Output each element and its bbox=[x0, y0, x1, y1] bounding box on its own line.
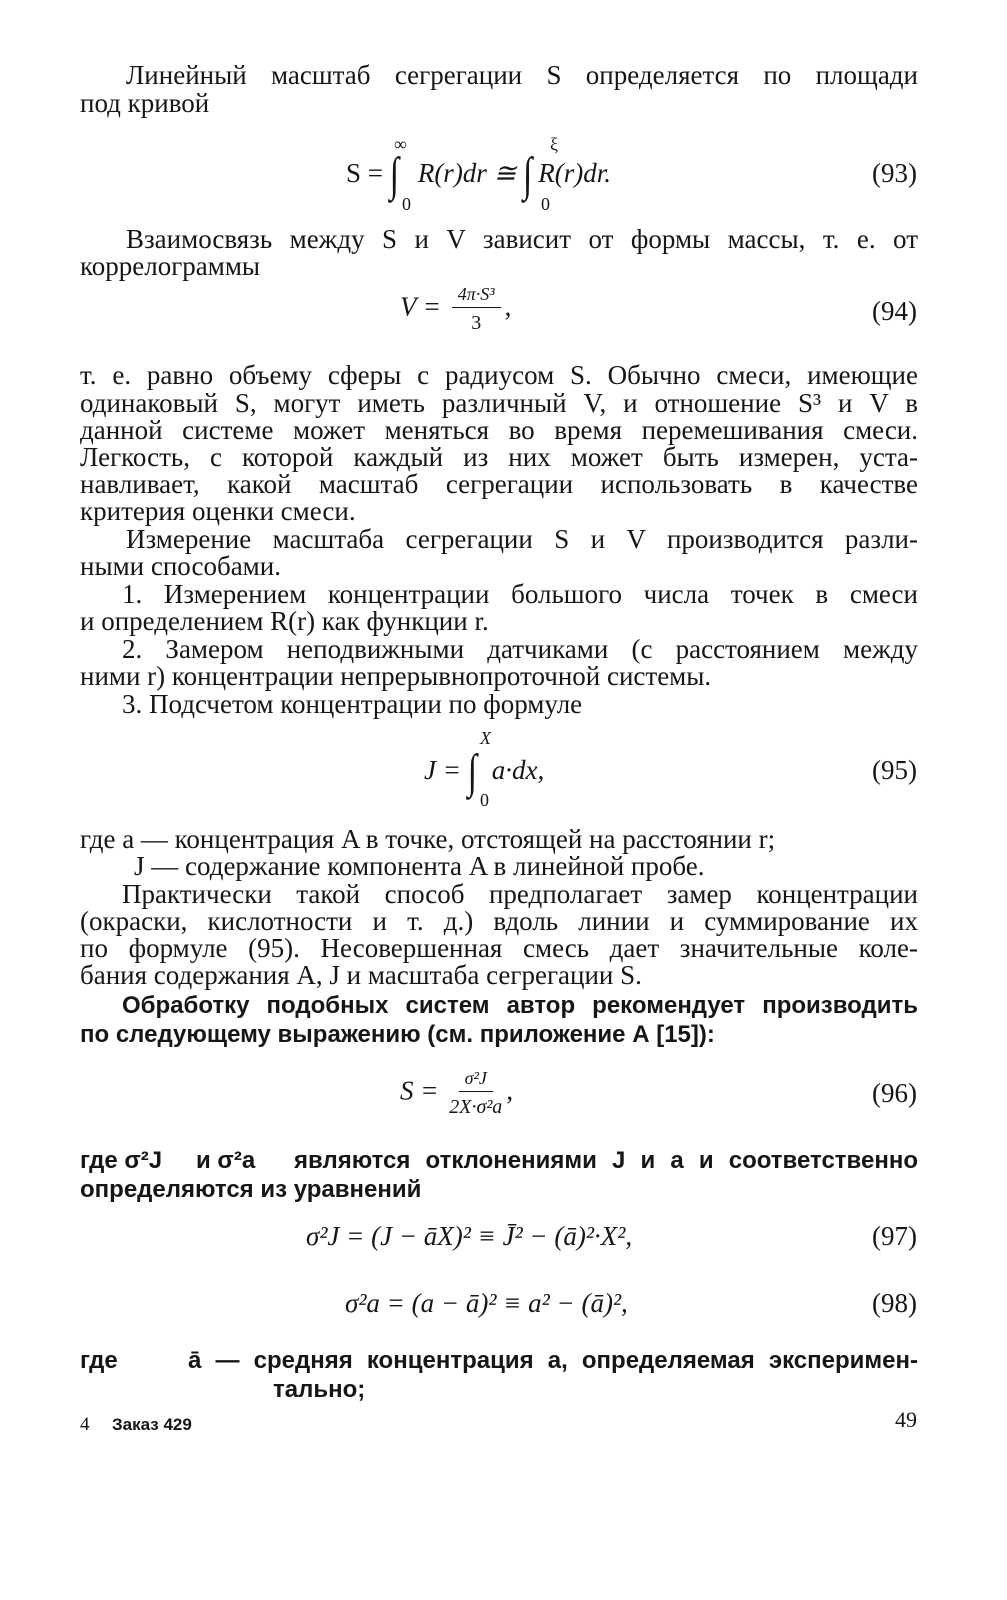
sphere-line-1: т. е. равно объему сферы с радиусом S. Обычно смеси, имеющие bbox=[80, 360, 918, 390]
sphere-line-3: данной системе может меняться во время перемешивания смеси. bbox=[80, 415, 918, 445]
where-98-line-2: тально; bbox=[273, 1376, 366, 1403]
eq93-upper-limit-1: ∞ bbox=[394, 134, 407, 154]
where-96-gde: где σ²J bbox=[80, 1147, 163, 1174]
practice-line-4: бания содержания A, J и масштаба сегрегации S. bbox=[80, 960, 642, 990]
intro-line-1: Линейный масштаб сегрегации S определяется по площади bbox=[126, 60, 918, 90]
equation-93: S = ∫ R(r)dr ≅ ∫ R(r)dr. bbox=[346, 149, 612, 202]
equation-98-number: (98) bbox=[872, 1288, 917, 1318]
where-96-and: и σ²a bbox=[196, 1147, 256, 1174]
equation-94-number: (94) bbox=[872, 296, 917, 326]
eq95-upper-limit: X bbox=[480, 728, 491, 748]
where-95-line-1: где a — концентрация A в точке, отстоящей на расстоянии r; bbox=[80, 824, 776, 854]
footer-sheet-number: 4 bbox=[80, 1414, 90, 1435]
equation-95: J = ∫ a·dx, bbox=[424, 746, 545, 799]
sphere-line-5: навливает, какой масштаб сегрегации использовать в качестве bbox=[80, 469, 918, 499]
list-item-2-line-2: ними r) концентрации непрерывнопроточной системы. bbox=[80, 661, 712, 691]
author-line-2: по следующему выражению (см. приложение А [15]): bbox=[80, 1021, 715, 1048]
list-item-2-line-1: 2. Замером неподвижными датчиками (с расстоянием между bbox=[122, 634, 918, 664]
eq93-lower-limit-2: 0 bbox=[541, 194, 550, 214]
list-item-3: 3. Подсчетом концентрации по формуле bbox=[122, 689, 583, 719]
practice-line-2: (окраски, кислотности и т. д.) вдоль линии и суммирование их bbox=[80, 906, 918, 936]
eq93-lower-limit-1: 0 bbox=[402, 194, 411, 214]
equation-97: σ²J = (J − āX)² ≡ J̄² − (ā)²·X², bbox=[306, 1221, 633, 1251]
where-95-line-2: J — содержание компонента A в линейной пробе. bbox=[134, 851, 705, 881]
equation-93-number: (93) bbox=[872, 158, 917, 188]
where-96-line-2: определяются из уравнений bbox=[80, 1176, 422, 1203]
sphere-line-6: критерия оценки смеси. bbox=[80, 496, 356, 526]
measure-line-2: ными способами. bbox=[80, 551, 281, 581]
equation-94: V = $\frac{\text{4π·S³}}{3}$ , bbox=[400, 284, 512, 334]
practice-line-3: по формуле (95). Несовершенная смесь дает значительные коле- bbox=[80, 933, 918, 963]
equation-98: σ²a = (a − ā)² ≡ a² − (ā)², bbox=[345, 1288, 628, 1318]
eq95-lower-limit: 0 bbox=[480, 790, 489, 810]
equation-95-number: (95) bbox=[872, 755, 917, 785]
eq93-upper-limit-2: ξ bbox=[550, 134, 559, 154]
sphere-line-2: одинаковый S, могут иметь различный V, и отношение S³ и V в bbox=[80, 388, 918, 418]
relation-line-2: коррелограммы bbox=[80, 251, 261, 281]
intro-line-2: под кривой bbox=[80, 88, 210, 118]
practice-line-1: Практически такой способ предполагает замер концентрации bbox=[122, 879, 918, 909]
author-line-1: Обработку подобных систем автор рекомендует производить bbox=[122, 992, 918, 1019]
equation-96-number: (96) bbox=[872, 1078, 917, 1108]
list-item-1-line-2: и определением R(r) как функции r. bbox=[80, 606, 489, 636]
sphere-line-4: Легкость, с которой каждый из них может быть измерен, уста- bbox=[80, 442, 918, 472]
where-96-rest: являются отклонениями J и a и соответственно bbox=[294, 1147, 918, 1174]
relation-line-1: Взаимосвязь между S и V зависит от формы массы, т. е. от bbox=[126, 224, 918, 254]
equation-96: S = $\frac{\text{σ²J}}{\text{2X·σ²a}}$ , bbox=[400, 1068, 514, 1118]
footer-page-number: 49 bbox=[895, 1407, 917, 1432]
list-item-1-line-1: 1. Измерением концентрации большого числа точек в смеси bbox=[122, 579, 918, 609]
footer-order: Заказ 429 bbox=[112, 1415, 192, 1434]
where-98-gde: где bbox=[80, 1347, 118, 1374]
where-98-line-1: ā — средняя концентрация a, определяемая эксперимен- bbox=[188, 1347, 918, 1374]
measure-line-1: Измерение масштаба сегрегации S и V производится разли- bbox=[126, 524, 918, 554]
equation-97-number: (97) bbox=[872, 1221, 917, 1251]
